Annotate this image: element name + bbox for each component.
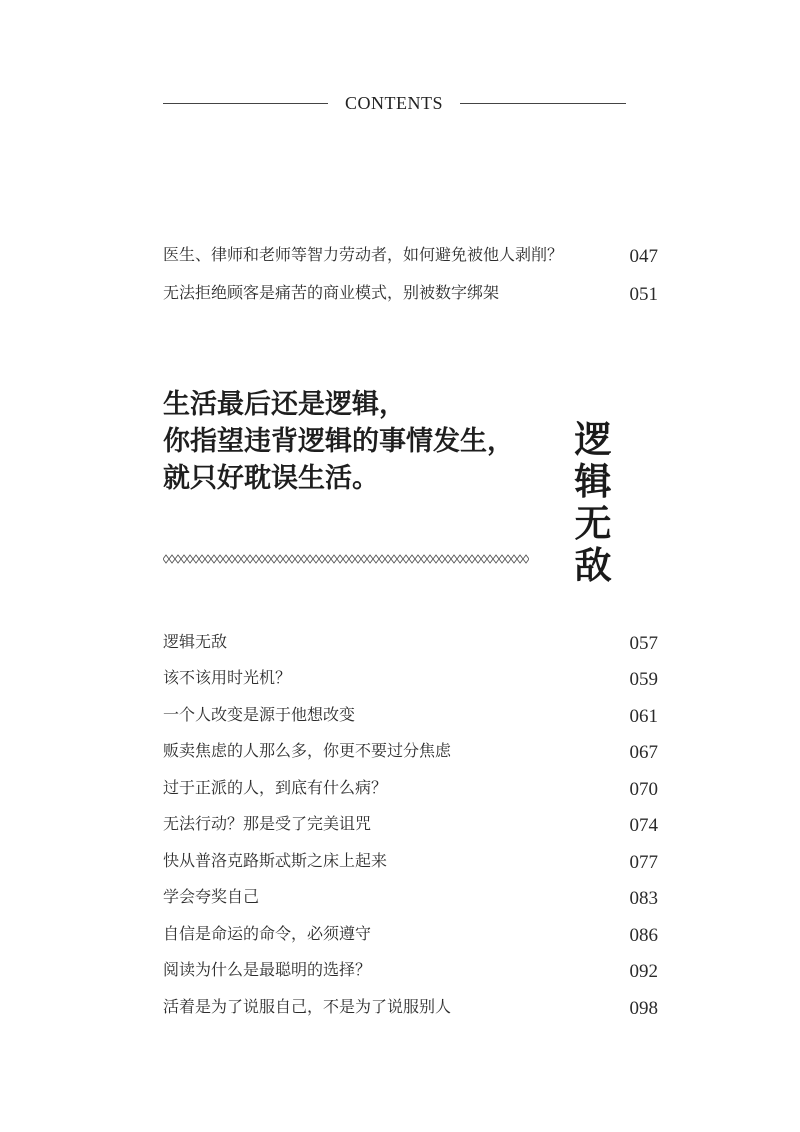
toc-entry[interactable] bbox=[163, 811, 658, 837]
toc-entry-page: 098 bbox=[629, 998, 658, 1019]
toc-entry-title: 无法拒绝顾客是痛苦的商业模式，别被数字绑架 bbox=[163, 283, 500, 302]
vertical-title-char: 辑 bbox=[574, 459, 612, 503]
toc-entry[interactable] bbox=[163, 242, 658, 268]
toc-entry[interactable] bbox=[163, 775, 658, 801]
toc-entry-title: 自信是命运的命令，必须遵守 bbox=[163, 924, 372, 943]
toc-entry-page: 086 bbox=[629, 925, 658, 946]
section-quote bbox=[163, 386, 563, 497]
diamond-ornament-divider bbox=[163, 554, 529, 564]
toc-entry[interactable] bbox=[163, 994, 658, 1020]
contents-header bbox=[163, 91, 626, 115]
toc-entry-page: 059 bbox=[629, 669, 658, 690]
toc-entry-title: 活着是为了说服自己，不是为了说服别人 bbox=[163, 997, 452, 1016]
toc-entry[interactable] bbox=[163, 665, 658, 691]
header-rule-left bbox=[163, 103, 328, 104]
toc-entry-title: 一个人改变是源于他想改变 bbox=[163, 705, 356, 724]
toc-entry-title: 阅读为什么是最聪明的选择？ bbox=[163, 960, 372, 979]
toc-entry[interactable] bbox=[163, 738, 658, 764]
toc-entry-title: 该不该用时光机？ bbox=[163, 668, 292, 687]
vertical-title-char: 逻 bbox=[574, 417, 612, 461]
quote-line: 生活最后还是逻辑， bbox=[163, 389, 406, 420]
toc-entry[interactable] bbox=[163, 848, 658, 874]
vertical-title-char: 无 bbox=[574, 501, 612, 545]
toc-entry-page: 083 bbox=[629, 888, 658, 909]
toc-entry-page: 070 bbox=[629, 779, 658, 800]
toc-entry-page: 077 bbox=[629, 852, 658, 873]
header-rule-right bbox=[460, 103, 626, 104]
toc-entry-page: 051 bbox=[629, 284, 658, 305]
toc-entry[interactable] bbox=[163, 884, 658, 910]
toc-entry-page: 067 bbox=[629, 742, 658, 763]
toc-entry[interactable] bbox=[163, 921, 658, 947]
toc-entry-page: 057 bbox=[629, 633, 658, 654]
quote-line: 你指望违背逻辑的事情发生， bbox=[163, 426, 514, 457]
toc-entry[interactable] bbox=[163, 280, 658, 306]
toc-entry-page: 061 bbox=[629, 706, 658, 727]
toc-entry-title: 逻辑无敌 bbox=[163, 632, 228, 651]
quote-line: 就只好耽误生活。 bbox=[163, 463, 379, 494]
toc-entry-title: 医生、律师和老师等智力劳动者，如何避免被他人剥削？ bbox=[163, 245, 564, 264]
toc-entry-title: 学会夸奖自己 bbox=[163, 887, 260, 906]
toc-entry-title: 贩卖焦虑的人那么多，你更不要过分焦虑 bbox=[163, 741, 452, 760]
toc-entry-page: 092 bbox=[629, 961, 658, 982]
toc-entry-page: 074 bbox=[629, 815, 658, 836]
toc-entry[interactable] bbox=[163, 629, 658, 655]
section-vertical-title bbox=[571, 418, 615, 586]
toc-entry[interactable] bbox=[163, 957, 658, 983]
toc-entry[interactable] bbox=[163, 702, 658, 728]
toc-entry-title: 快从普洛克路斯忒斯之床上起来 bbox=[163, 851, 388, 870]
contents-title: CONTENTS bbox=[345, 93, 443, 113]
toc-entry-page: 047 bbox=[629, 246, 658, 267]
toc-entry-title: 无法行动？那是受了完美诅咒 bbox=[163, 814, 372, 833]
vertical-title-char: 敌 bbox=[574, 543, 612, 587]
toc-entry-title: 过于正派的人，到底有什么病？ bbox=[163, 778, 388, 797]
